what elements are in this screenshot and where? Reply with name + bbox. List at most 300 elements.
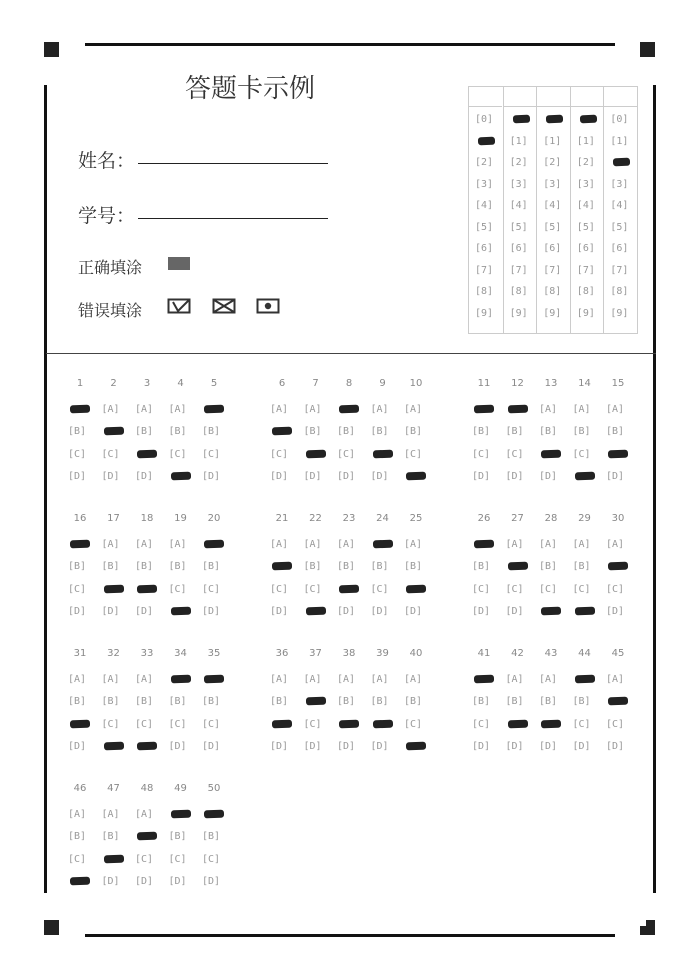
registration-mark-top-left [44, 42, 59, 57]
answer-option-bubble[interactable]: [B] [404, 426, 423, 437]
question-number: 15 [611, 378, 625, 389]
digit-bubble[interactable]: [0] [475, 114, 494, 125]
answer-option-bubble[interactable]: [C] [68, 584, 87, 595]
filled-answer-bubble[interactable] [204, 810, 224, 819]
question-number: 44 [578, 648, 591, 659]
question-number: 12 [511, 378, 524, 389]
digit-bubble[interactable]: [0] [610, 114, 629, 125]
answer-option-bubble[interactable]: [B] [101, 696, 120, 707]
filled-answer-bubble[interactable] [406, 585, 426, 594]
answer-option-bubble[interactable]: [C] [572, 449, 591, 460]
answer-option-bubble[interactable]: [A] [606, 539, 625, 550]
answer-option-bubble[interactable]: [A] [337, 674, 356, 685]
filled-answer-bubble[interactable] [474, 540, 494, 549]
answer-option-bubble[interactable]: [B] [505, 426, 524, 437]
answer-option-bubble[interactable]: [D] [404, 606, 423, 617]
filled-answer-bubble[interactable] [137, 450, 157, 459]
question-number: 34 [174, 648, 187, 659]
student-id-digit-box[interactable] [604, 87, 637, 107]
registration-mark-bottom-left [44, 920, 59, 935]
answer-option-bubble[interactable]: [C] [135, 719, 154, 730]
digit-bubble[interactable]: [2] [576, 157, 595, 168]
answer-option-bubble[interactable]: [B] [539, 561, 558, 572]
digit-bubble[interactable]: [5] [610, 221, 629, 233]
answer-option-bubble[interactable]: [A] [539, 404, 558, 415]
answer-option-bubble[interactable]: [D] [168, 876, 187, 887]
answer-option-bubble[interactable]: [C] [168, 584, 187, 595]
filled-answer-bubble[interactable] [272, 720, 292, 729]
answer-option-bubble[interactable]: [D] [270, 471, 289, 482]
digit-bubble[interactable]: [6] [543, 243, 562, 254]
answer-option-bubble[interactable]: [B] [135, 426, 154, 437]
filled-answer-bubble[interactable] [339, 405, 359, 414]
answer-option-bubble[interactable]: [B] [505, 696, 524, 707]
digit-bubble[interactable]: [9] [509, 307, 528, 319]
answer-option-bubble[interactable]: [D] [303, 741, 322, 752]
answer-option-bubble[interactable]: [D] [135, 471, 154, 482]
filled-answer-bubble[interactable] [372, 450, 392, 459]
filled-answer-bubble[interactable] [70, 405, 90, 414]
digit-bubble[interactable]: [8] [576, 286, 595, 297]
filled-answer-bubble[interactable] [541, 720, 561, 729]
answer-option-bubble[interactable]: [D] [539, 471, 558, 482]
answer-option-bubble[interactable]: [D] [606, 471, 625, 482]
filled-answer-bubble[interactable] [70, 720, 90, 729]
answer-option-bubble[interactable]: [D] [168, 741, 187, 752]
question-number: 7 [312, 378, 319, 389]
digit-bubble[interactable]: [7] [576, 264, 595, 276]
digit-bubble[interactable]: [1] [576, 135, 595, 147]
answer-option-bubble[interactable]: [A] [68, 674, 87, 685]
filled-bubble[interactable] [512, 115, 529, 124]
answer-option-bubble[interactable]: [B] [101, 831, 120, 842]
answer-option-bubble[interactable]: [B] [572, 561, 591, 572]
answer-option-bubble[interactable]: [D] [472, 606, 491, 617]
filled-answer-bubble[interactable] [204, 405, 224, 414]
answer-option-bubble[interactable]: [D] [68, 741, 87, 752]
answer-option-bubble[interactable]: [B] [168, 696, 187, 707]
answer-option-bubble[interactable]: [D] [572, 741, 591, 752]
answer-option-bubble[interactable]: [B] [404, 561, 423, 572]
answer-option-bubble[interactable]: [C] [606, 719, 625, 730]
answer-option-bubble[interactable]: [C] [472, 584, 491, 595]
question-number: 10 [409, 378, 423, 389]
filled-answer-bubble[interactable] [103, 855, 123, 864]
filled-answer-bubble[interactable] [204, 675, 224, 684]
digit-bubble[interactable]: [9] [576, 307, 595, 319]
answer-option-bubble[interactable]: [D] [370, 606, 389, 617]
filled-answer-bubble[interactable] [339, 720, 359, 729]
answer-option-bubble[interactable]: [A] [135, 404, 154, 415]
question-number: 29 [578, 513, 591, 524]
answer-option-bubble[interactable]: [D] [270, 741, 289, 752]
filled-answer-bubble[interactable] [406, 472, 426, 481]
digit-bubble[interactable]: [9] [475, 307, 494, 319]
answer-option-bubble[interactable]: [B] [472, 426, 491, 437]
answer-option-bubble[interactable]: [C] [303, 584, 322, 595]
question-number: 13 [544, 378, 558, 389]
filled-answer-bubble[interactable] [372, 720, 392, 729]
answer-option-bubble[interactable]: [B] [303, 426, 322, 437]
digit-bubble[interactable]: [7] [543, 264, 562, 276]
filled-answer-bubble[interactable] [574, 675, 594, 684]
question-number: 4 [177, 378, 184, 389]
filled-answer-bubble[interactable] [541, 450, 561, 459]
answer-option-bubble[interactable]: [D] [101, 606, 120, 617]
student-id-digit-box[interactable] [537, 87, 570, 107]
answer-option-bubble[interactable]: [C] [370, 584, 389, 595]
digit-bubble[interactable]: [5] [543, 221, 562, 233]
answer-option-bubble[interactable]: [A] [404, 674, 423, 685]
registration-mark-bottom-right [640, 920, 655, 935]
answer-option-bubble[interactable]: [C] [168, 449, 187, 460]
answer-option-bubble[interactable]: [D] [202, 741, 221, 752]
question-number: 36 [275, 648, 289, 659]
filled-bubble[interactable] [478, 136, 495, 145]
digit-bubble[interactable]: [7] [509, 264, 528, 276]
student-id-digit-box[interactable] [469, 87, 502, 107]
answer-option-bubble[interactable]: [B] [270, 696, 289, 707]
answer-option-bubble[interactable]: [A] [539, 539, 558, 550]
answer-option-bubble[interactable]: [B] [303, 561, 322, 572]
answer-option-bubble[interactable]: [B] [202, 561, 221, 572]
answer-option-bubble[interactable]: [B] [606, 426, 625, 437]
filled-answer-bubble[interactable] [103, 427, 123, 436]
digit-bubble[interactable]: [3] [610, 178, 629, 190]
filled-answer-bubble[interactable] [608, 697, 628, 706]
digit-bubble[interactable]: [2] [475, 157, 494, 168]
filled-answer-bubble[interactable] [608, 450, 628, 459]
filled-answer-bubble[interactable] [305, 697, 325, 706]
question-number: 22 [309, 513, 322, 524]
filled-answer-bubble[interactable] [103, 585, 123, 594]
answer-option-bubble[interactable]: [A] [370, 674, 389, 685]
question-number: 24 [376, 513, 389, 524]
answer-option-bubble[interactable]: [A] [135, 674, 154, 685]
answer-option-bubble[interactable]: [B] [370, 561, 389, 572]
filled-answer-bubble[interactable] [103, 742, 123, 751]
answer-option-bubble[interactable]: [B] [337, 696, 356, 707]
student-id-bubble-grid [468, 86, 638, 334]
answer-option-bubble[interactable]: [D] [101, 876, 120, 887]
answer-option-bubble[interactable]: [D] [202, 876, 221, 887]
filled-answer-bubble[interactable] [70, 877, 90, 886]
sheet-title: 答题卡示例 [185, 74, 316, 104]
digit-bubble[interactable]: [4] [475, 200, 494, 211]
answer-option-bubble[interactable]: [A] [101, 809, 120, 820]
wrong-fill-label: 错误填涂 [78, 301, 143, 320]
answer-option-bubble[interactable]: [B] [404, 696, 423, 707]
question-number: 45 [611, 648, 625, 659]
filled-answer-bubble[interactable] [507, 405, 527, 414]
answer-option-bubble[interactable]: [D] [370, 741, 389, 752]
answer-option-bubble[interactable]: [B] [168, 426, 187, 437]
name-field[interactable] [138, 163, 328, 164]
student-id-digit-box[interactable] [571, 87, 604, 107]
answer-option-bubble[interactable]: [D] [337, 606, 356, 617]
answer-option-bubble[interactable]: [D] [68, 606, 87, 617]
answer-option-bubble[interactable]: [C] [404, 719, 423, 730]
digit-bubble[interactable]: [8] [475, 286, 494, 297]
student-id-digit-box[interactable] [504, 87, 537, 107]
answer-option-bubble[interactable]: [D] [101, 471, 120, 482]
answer-option-bubble[interactable]: [A] [303, 674, 322, 685]
answer-option-bubble[interactable]: [B] [337, 561, 356, 572]
answer-option-bubble[interactable]: [B] [135, 561, 154, 572]
answer-option-bubble[interactable]: [A] [337, 539, 356, 550]
filled-bubble[interactable] [580, 115, 597, 124]
answer-option-bubble[interactable]: [A] [270, 674, 289, 685]
answer-option-bubble[interactable]: [A] [303, 539, 322, 550]
answer-option-bubble[interactable]: [C] [202, 719, 221, 730]
answer-option-bubble[interactable]: [B] [202, 831, 221, 842]
answer-option-bubble[interactable]: [C] [337, 449, 356, 460]
answer-option-bubble[interactable]: [B] [539, 426, 558, 437]
answer-option-bubble[interactable]: [A] [135, 539, 154, 550]
filled-answer-bubble[interactable] [272, 427, 292, 436]
answer-option-bubble[interactable]: [D] [472, 471, 491, 482]
answer-option-bubble[interactable]: [C] [270, 584, 289, 595]
frame-left-line [44, 85, 47, 893]
answer-option-bubble[interactable]: [A] [606, 404, 625, 415]
question-number: 43 [544, 648, 558, 659]
question-number: 6 [278, 378, 286, 389]
digit-bubble[interactable]: [3] [475, 178, 494, 190]
section-divider [46, 353, 656, 354]
filled-answer-bubble[interactable] [574, 607, 594, 616]
filled-answer-bubble[interactable] [372, 540, 392, 549]
answer-option-bubble[interactable]: [B] [370, 426, 389, 437]
answer-option-bubble[interactable]: [C] [101, 719, 120, 730]
digit-bubble[interactable]: [3] [543, 178, 562, 190]
answer-option-bubble[interactable]: [D] [68, 471, 87, 482]
answer-option-bubble[interactable]: [C] [270, 449, 289, 460]
answer-option-bubble[interactable]: [B] [68, 696, 87, 707]
question-number: 37 [309, 648, 322, 659]
digit-bubble[interactable]: [7] [610, 264, 629, 276]
digit-bubble[interactable]: [9] [610, 307, 629, 319]
answer-option-bubble[interactable]: [A] [505, 539, 524, 550]
digit-bubble[interactable]: [6] [610, 243, 629, 254]
answer-option-bubble[interactable]: [D] [606, 606, 625, 617]
digit-bubble[interactable]: [2] [543, 157, 562, 168]
digit-bubble[interactable]: [1] [543, 135, 562, 147]
answer-option-bubble[interactable]: [B] [370, 696, 389, 707]
answer-option-bubble[interactable]: [B] [135, 696, 154, 707]
wrong-fill-check-icon [167, 298, 191, 314]
filled-answer-bubble[interactable] [507, 562, 527, 571]
digit-bubble[interactable]: [8] [543, 286, 562, 297]
answer-option-bubble[interactable]: [D] [539, 741, 558, 752]
answer-option-bubble[interactable]: [B] [472, 561, 491, 572]
filled-answer-bubble[interactable] [170, 810, 190, 819]
filled-answer-bubble[interactable] [474, 405, 494, 414]
answer-option-bubble[interactable]: [A] [370, 404, 389, 415]
filled-answer-bubble[interactable] [339, 585, 359, 594]
filled-answer-bubble[interactable] [137, 832, 157, 841]
digit-bubble[interactable]: [5] [576, 221, 595, 233]
answer-option-bubble[interactable]: [C] [68, 449, 87, 460]
answer-option-bubble[interactable]: [D] [135, 606, 154, 617]
answer-option-bubble[interactable]: [A] [101, 404, 120, 415]
answer-option-bubble[interactable]: [C] [101, 449, 120, 460]
digit-bubble[interactable]: [8] [610, 286, 629, 297]
answer-option-bubble[interactable]: [A] [68, 809, 87, 820]
filled-answer-bubble[interactable] [574, 472, 594, 481]
question-number: 1 [76, 378, 84, 389]
answer-option-bubble[interactable]: [C] [572, 584, 591, 595]
answer-option-bubble[interactable]: [C] [68, 854, 87, 865]
answer-option-bubble[interactable]: [D] [505, 606, 524, 617]
question-number: 33 [140, 648, 154, 659]
digit-bubble[interactable]: [2] [509, 157, 528, 168]
question-number: 35 [207, 648, 221, 659]
answer-option-bubble[interactable]: [A] [572, 404, 591, 415]
answer-option-bubble[interactable]: [B] [101, 561, 120, 572]
filled-answer-bubble[interactable] [272, 562, 292, 571]
answer-option-bubble[interactable]: [C] [505, 449, 524, 460]
filled-answer-bubble[interactable] [406, 742, 426, 751]
answer-option-bubble[interactable]: [C] [606, 584, 625, 595]
digit-bubble[interactable]: [6] [475, 243, 494, 254]
answer-option-bubble[interactable]: [A] [270, 539, 289, 550]
digit-bubble[interactable]: [1] [509, 135, 528, 147]
filled-bubble[interactable] [613, 158, 630, 167]
digit-bubble[interactable]: [5] [475, 221, 494, 233]
answer-option-bubble[interactable]: [A] [572, 539, 591, 550]
digit-bubble[interactable]: [3] [576, 178, 595, 190]
answer-option-bubble[interactable]: [C] [505, 584, 524, 595]
answer-option-bubble[interactable]: [A] [101, 539, 120, 550]
answer-option-bubble[interactable]: [C] [472, 719, 491, 730]
filled-answer-bubble[interactable] [170, 675, 190, 684]
filled-answer-bubble[interactable] [474, 675, 494, 684]
digit-bubble[interactable]: [4] [576, 200, 595, 211]
filled-answer-bubble[interactable] [204, 540, 224, 549]
answer-option-bubble[interactable]: [B] [337, 426, 356, 437]
answer-option-bubble[interactable]: [D] [472, 741, 491, 752]
answer-option-bubble[interactable]: [A] [539, 674, 558, 685]
filled-answer-bubble[interactable] [170, 472, 190, 481]
answer-option-bubble[interactable]: [A] [135, 809, 154, 820]
answer-option-bubble[interactable]: [B] [168, 831, 187, 842]
digit-bubble[interactable]: [7] [475, 264, 494, 276]
answer-option-bubble[interactable]: [C] [202, 854, 221, 865]
digit-bubble[interactable]: [4] [610, 200, 629, 211]
answer-option-bubble[interactable]: [B] [572, 696, 591, 707]
digit-bubble[interactable]: [3] [509, 178, 528, 190]
question-number: 23 [342, 513, 356, 524]
digit-bubble[interactable]: [4] [543, 200, 562, 211]
digit-bubble[interactable]: [1] [610, 135, 629, 147]
answer-option-bubble[interactable]: [C] [168, 854, 187, 865]
answer-option-bubble[interactable]: [B] [68, 561, 87, 572]
question-number: 14 [578, 378, 591, 389]
answer-option-bubble[interactable]: [A] [270, 404, 289, 415]
answer-option-bubble[interactable]: [A] [606, 674, 625, 685]
answer-option-bubble[interactable]: [D] [135, 876, 154, 887]
answer-option-bubble[interactable]: [B] [202, 696, 221, 707]
answer-option-bubble[interactable]: [D] [505, 471, 524, 482]
answer-option-bubble[interactable]: [C] [472, 449, 491, 460]
answer-option-bubble[interactable]: [D] [606, 741, 625, 752]
answer-option-bubble[interactable]: [C] [572, 719, 591, 730]
answer-option-bubble[interactable]: [B] [68, 426, 87, 437]
answer-option-bubble[interactable]: [C] [404, 449, 423, 460]
student-id-column [603, 87, 637, 333]
question-number: 20 [207, 513, 221, 524]
student-id-column [469, 87, 502, 333]
answer-option-bubble[interactable]: [B] [472, 696, 491, 707]
question-number: 48 [140, 783, 154, 794]
answer-option-bubble[interactable]: [D] [370, 471, 389, 482]
answer-option-bubble[interactable]: [A] [101, 674, 120, 685]
filled-answer-bubble[interactable] [541, 607, 561, 616]
answer-option-bubble[interactable]: [B] [539, 696, 558, 707]
filled-answer-bubble[interactable] [305, 607, 325, 616]
question-number: 30 [611, 513, 625, 524]
digit-bubble[interactable]: [8] [509, 286, 528, 297]
filled-answer-bubble[interactable] [170, 607, 190, 616]
answer-option-bubble[interactable]: [D] [337, 471, 356, 482]
question-number: 11 [477, 378, 491, 389]
answer-option-bubble[interactable]: [A] [404, 539, 423, 550]
answer-option-bubble[interactable]: [B] [68, 831, 87, 842]
question-number: 46 [73, 783, 87, 794]
digit-bubble[interactable]: [9] [543, 307, 562, 319]
digit-bubble[interactable]: [6] [509, 243, 528, 254]
filled-answer-bubble[interactable] [137, 585, 157, 594]
answer-option-bubble[interactable]: [B] [202, 426, 221, 437]
filled-bubble[interactable] [546, 115, 563, 124]
answer-option-bubble[interactable]: [A] [505, 674, 524, 685]
filled-answer-bubble[interactable] [507, 720, 527, 729]
registration-mark-top-right [640, 42, 655, 57]
correct-fill-label: 正确填涂 [78, 258, 143, 277]
answer-option-bubble[interactable]: [D] [337, 741, 356, 752]
answer-option-bubble[interactable]: [C] [202, 449, 221, 460]
filled-answer-bubble[interactable] [608, 562, 628, 571]
answer-option-bubble[interactable]: [D] [303, 471, 322, 482]
answer-option-bubble[interactable]: [C] [539, 584, 558, 595]
answer-option-bubble[interactable]: [D] [505, 741, 524, 752]
answer-option-bubble[interactable]: [C] [168, 719, 187, 730]
answer-option-bubble[interactable]: [B] [572, 426, 591, 437]
filled-answer-bubble[interactable] [137, 742, 157, 751]
frame-bottom-line [85, 934, 615, 937]
question-number: 32 [107, 648, 120, 659]
filled-answer-bubble[interactable] [305, 450, 325, 459]
answer-option-bubble[interactable]: [C] [303, 719, 322, 730]
answer-option-bubble[interactable]: [C] [135, 854, 154, 865]
student-id-field[interactable] [138, 218, 328, 219]
answer-option-bubble[interactable]: [A] [168, 539, 187, 550]
digit-bubble[interactable]: [5] [509, 221, 528, 233]
answer-option-bubble[interactable]: [A] [404, 404, 423, 415]
answer-option-bubble[interactable]: [D] [202, 606, 221, 617]
answer-option-bubble[interactable]: [C] [202, 584, 221, 595]
digit-bubble[interactable]: [6] [576, 243, 595, 254]
filled-answer-bubble[interactable] [70, 540, 90, 549]
answer-option-bubble[interactable]: [D] [202, 471, 221, 482]
answer-option-bubble[interactable]: [B] [168, 561, 187, 572]
answer-option-bubble[interactable]: [D] [270, 606, 289, 617]
answer-option-bubble[interactable]: [A] [303, 404, 322, 415]
digit-bubble[interactable]: [4] [509, 200, 528, 211]
question-number: 16 [73, 513, 87, 524]
question-number: 42 [511, 648, 524, 659]
answer-option-bubble[interactable]: [A] [168, 404, 187, 415]
